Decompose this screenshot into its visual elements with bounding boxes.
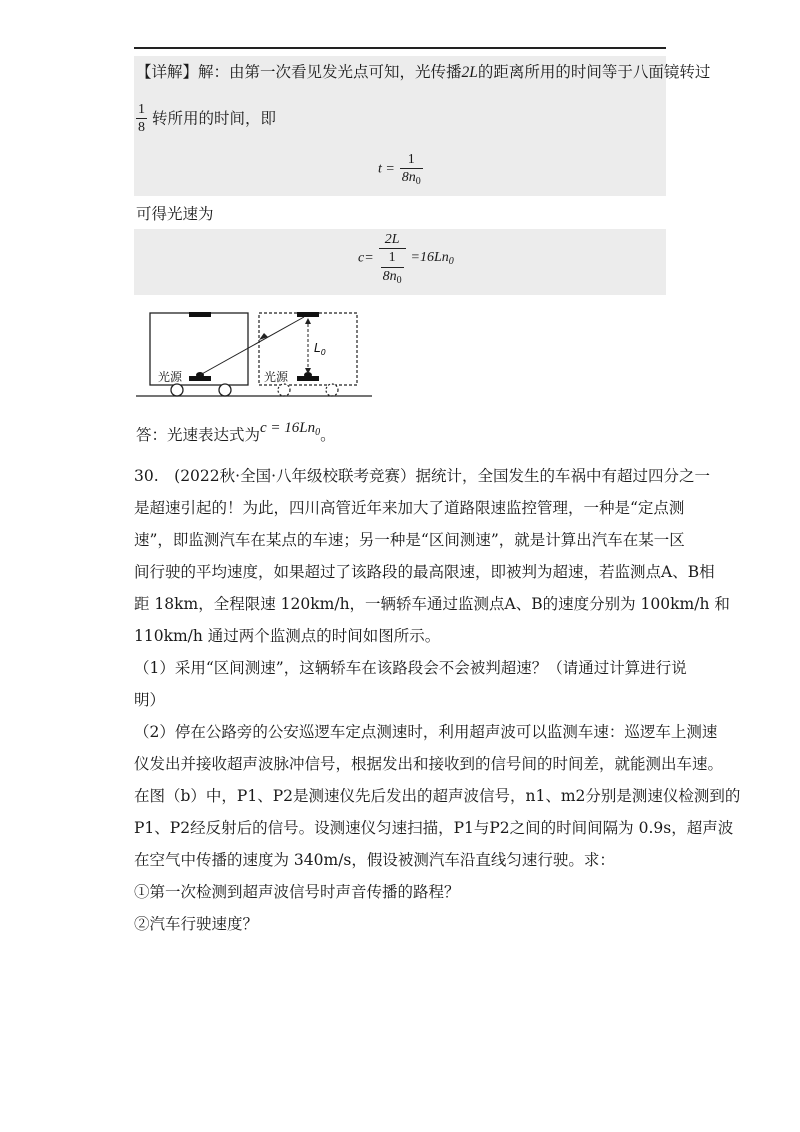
- solid-cart-wheel-right: [219, 384, 231, 396]
- solution-intro-text-2: 的距离所用的时间等于八面镜转过: [477, 63, 711, 81]
- right-light-source-label: 光源: [264, 370, 289, 384]
- detail-bracket-label: 【详解】: [136, 63, 199, 81]
- light-ray-line: [200, 317, 304, 375]
- question-line: 距 18km，全程限速 120km/h，一辆轿车通过监测点A、B的速度分别为 100km/h 和: [134, 595, 730, 613]
- question-line: 明）: [134, 691, 166, 709]
- equation-speed-inner-fraction: $\frac{1}{8n_0}$: [382, 250, 402, 286]
- distance-l0-arrow-up: [305, 318, 311, 324]
- solution-intro-text-3: 转所用的时间，即: [151, 109, 276, 128]
- speed-intro-text: 可得光速为: [136, 205, 214, 223]
- question-line: 在空气中传播的速度为 340m/s，假设被测汽车沿直线匀速行驶。求：: [134, 851, 615, 869]
- answer-line: [136, 420, 336, 447]
- dashed-cart-mirror: [297, 312, 319, 317]
- header-rule: [134, 47, 666, 49]
- question-line: 110km/h 通过两个监测点的时间如图所示。: [134, 627, 441, 645]
- answer-end-punctuation: 。: [320, 426, 336, 444]
- question-line: 速”，即监测汽车在某点的车速；另一种是“区间测速”，就是计算出汽车在某一区: [134, 531, 685, 549]
- question-line: 仪发出并接收超声波脉冲信号，根据发出和接收到的信号间的时间差，就能测出车速。: [134, 755, 724, 773]
- question-line: 在图（b）中，P1、P2是测速仪先后发出的超声波信号，n1、m2分别是测速仪检测到的: [134, 787, 741, 805]
- question-30-block: [134, 460, 741, 940]
- question-line: ①第一次检测到超声波信号时声音传播的路程？: [134, 883, 460, 901]
- equation-time: [378, 152, 423, 187]
- question-line: 30. (2022秋·全国·八年级校联考竞赛）据统计，全国发生的车祸中有超过四分之一: [134, 467, 710, 485]
- solid-cart-mirror: [189, 312, 211, 317]
- light-ray-arrowhead: [259, 333, 268, 340]
- equation-speed: [358, 232, 454, 286]
- question-line: （2）停在公路旁的公安巡逻车定点测速时，利用超声波可以监测车速：巡逻车上测速: [134, 723, 718, 741]
- solid-cart-wheel-left: [171, 384, 183, 396]
- answer-expression: $c = 16Ln_0$: [260, 420, 321, 438]
- equation-speed-lhs: c=: [358, 250, 374, 266]
- equation-time-fraction: $\frac{1}{8n_0}$: [401, 152, 421, 188]
- solution-intro-text-1: 解：由第一次看见发光点可知，光传播: [198, 63, 462, 81]
- distance-l0-label: $L_0$: [314, 341, 326, 357]
- solution-fraction-line: [136, 102, 276, 136]
- question-line: （1）采用“区间测速”，这辆轿车在该路段会不会被判超速？（请通过计算进行说: [134, 659, 687, 677]
- equation-speed-fraction: $\frac{2L}{\frac{1}{8n_0}}$: [379, 232, 406, 286]
- question-line: 是超速引起的！为此，四川高管近年来加大了道路限速监控管理，一种是“定点测: [134, 499, 685, 517]
- distance-2l-expression: 2L: [461, 64, 478, 81]
- dashed-cart-wheel-left: [278, 384, 290, 396]
- answer-prefix: 答：光速表达式为: [136, 426, 261, 444]
- equation-speed-rhs: $=16Ln_0$: [410, 249, 454, 267]
- left-light-source-label: 光源: [158, 370, 183, 384]
- fraction-one-eighth: $\frac{1}{8}$: [138, 102, 145, 136]
- solution-intro-line: [136, 63, 710, 83]
- question-line: P1、P2经反射后的信号。设测速仪匀速扫描，P1与P2之间的时间间隔为 0.9s，超声波: [134, 819, 734, 837]
- dashed-cart-wheel-right: [326, 384, 338, 396]
- light-speed-figure: [136, 305, 376, 400]
- equation-time-lhs: t =: [378, 161, 395, 177]
- question-line: ②汽车行驶速度？: [134, 915, 259, 933]
- question-line: 间行驶的平均速度，如果超过了该路段的最高限速，即被判为超速，若监测点A、B相: [134, 563, 715, 581]
